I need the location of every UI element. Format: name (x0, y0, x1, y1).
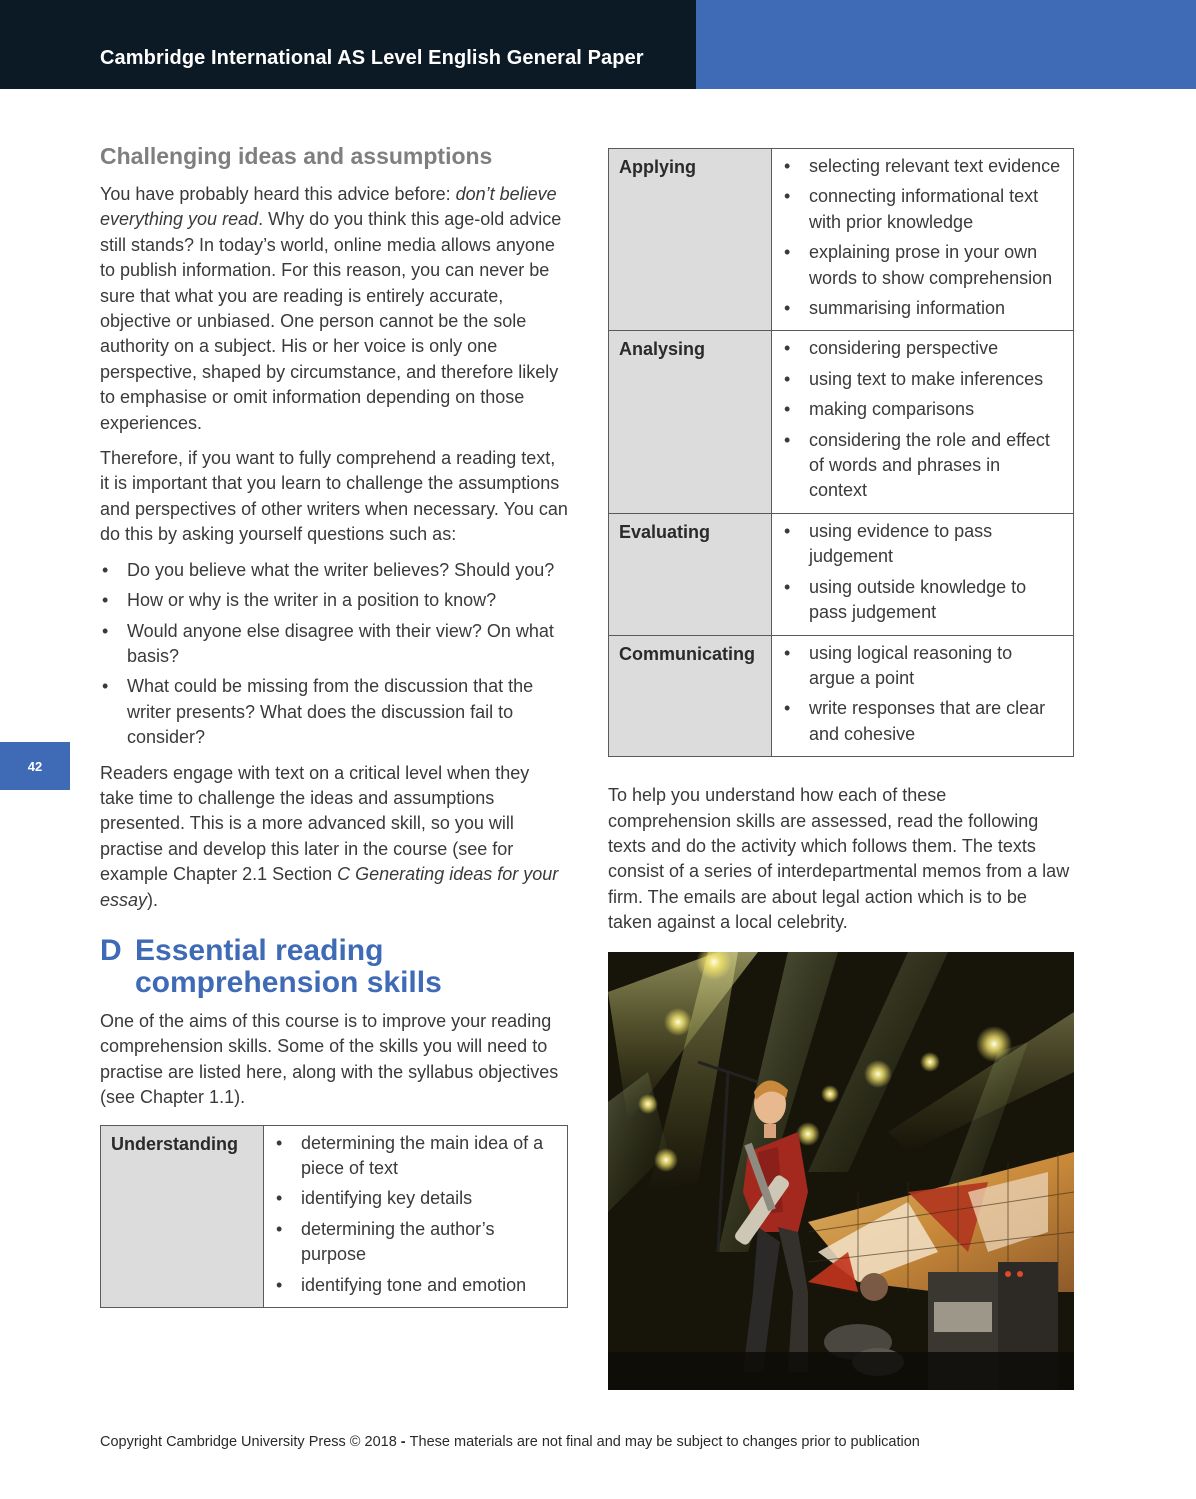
table-row (609, 149, 1074, 331)
skill-name: Analysing (609, 331, 772, 513)
list-item: • using evidence to pass judgement (782, 519, 1063, 570)
concert-photo-illustration (608, 952, 1074, 1390)
header-accent-bar (696, 0, 1196, 89)
book-title: Cambridge International AS Level English General Paper (100, 47, 644, 69)
table-row (609, 331, 1074, 513)
table-row (101, 1125, 568, 1307)
paragraph-advice (100, 182, 568, 436)
list-item: • explaining prose in your own words to show comprehension (782, 240, 1063, 291)
section-title-line: Essential reading (135, 933, 384, 967)
section-title (135, 935, 442, 999)
skill-list (772, 635, 1074, 757)
skill-name: Applying (609, 149, 772, 331)
footer-separator: - (396, 1434, 410, 1450)
question-list (100, 558, 568, 751)
list-item: • determining the author’s purpose (274, 1217, 557, 1268)
list-item: • determining the main idea of a piece of text (274, 1131, 557, 1182)
list-item: • selecting relevant text evidence (782, 154, 1063, 179)
paragraph-text: You have probably heard this advice before: (100, 184, 456, 204)
list-item: • making comparisons (782, 397, 1063, 422)
skill-list (772, 513, 1074, 635)
section-letter: D (100, 933, 122, 967)
copyright-footer (100, 1434, 920, 1450)
list-item: • How or why is the writer in a position to know? (100, 588, 568, 613)
skill-list (264, 1125, 568, 1307)
section-heading (100, 935, 568, 999)
paragraph-text: . Why do you think this age-old advice still stands? In today’s world, online media allows anyone to publish information. For this reason, you can never be sure that what you are reading is entirely accurate, objective or unbiased. One person cannot be the sole authority on a subject. His or her voice is only one perspective, shaped by circumstance, and therefore likely to emphasise or omit information depending on those experiences. (100, 209, 562, 433)
skills-table-right (608, 148, 1074, 757)
skill-list (772, 331, 1074, 513)
list-item: • identifying key details (274, 1186, 557, 1211)
list-item: • Would anyone else disagree with their view? On what basis? (100, 619, 568, 670)
concert-photo (608, 952, 1074, 1390)
list-item: • summarising information (782, 296, 1063, 321)
footer-disclaimer: These materials are not final and may be subject to changes prior to publication (409, 1434, 920, 1450)
list-item: • considering perspective (782, 336, 1063, 361)
table-row (609, 635, 1074, 757)
copyright-text: Copyright Cambridge University Press © 2018 (100, 1434, 397, 1450)
right-column (608, 148, 1074, 1390)
skill-name: Evaluating (609, 513, 772, 635)
paragraph-critical (100, 761, 568, 913)
page-number: 42 (27, 758, 43, 774)
chapter-reference: C Generating ideas for your essay (100, 864, 559, 910)
paragraph-text: ). (147, 889, 159, 910)
page-number-tab (0, 742, 70, 790)
list-item: • using outside knowledge to pass judgement (782, 575, 1063, 626)
skill-list (772, 149, 1074, 331)
list-item: • using text to make inferences (782, 367, 1063, 392)
paragraph-italic-text: don’t believe everything you read (100, 184, 557, 230)
skill-name: Communicating (609, 635, 772, 757)
list-item: • using logical reasoning to argue a point (782, 641, 1063, 692)
list-item: • identifying tone and emotion (274, 1273, 557, 1298)
subheading: Challenging ideas and assumptions (100, 143, 493, 169)
table-row (609, 513, 1074, 635)
list-item: • connecting informational text with prior knowledge (782, 184, 1063, 235)
skill-name: Understanding (101, 1125, 264, 1307)
header-bar (0, 0, 696, 89)
list-item: • Do you believe what the writer believes? Should you? (100, 558, 568, 583)
paragraph-challenge: Therefore, if you want to fully comprehend a reading text, it is important that you learn to challenge the assumptions and perspectives of other writers when necessary. You can do this by asking yourself questions such as: (100, 448, 568, 545)
paragraph-aims: One of the aims of this course is to improve your reading comprehension skills. Some of the skills you will need to practise are listed here, along with the syllabus objectives (see Chapter 1.1). (100, 1010, 559, 1108)
list-item: • write responses that are clear and cohesive (782, 696, 1063, 747)
paragraph-text: Readers engage with text on a critical level when they take time to challenge the ideas and assumptions presented. This is a more advanced skill, so you will practise and develop this later in the course (see for example Chapter 2.1 Section (100, 762, 530, 885)
list-item: • What could be missing from the discussion that the writer presents? What does the discussion fail to consider? (100, 674, 568, 750)
skills-table-left (100, 1125, 568, 1308)
paragraph-memos: To help you understand how each of these comprehension skills are assessed, read the following texts and do the activity which follows them. The texts consist of a series of interdepartmental memos from a law firm. The emails are about legal action which is to be taken against a local celebrity. (608, 785, 1070, 933)
section-title-line: comprehension skills (135, 965, 442, 999)
list-item: • considering the role and effect of words and phrases in context (782, 428, 1063, 504)
left-column (100, 143, 568, 1308)
